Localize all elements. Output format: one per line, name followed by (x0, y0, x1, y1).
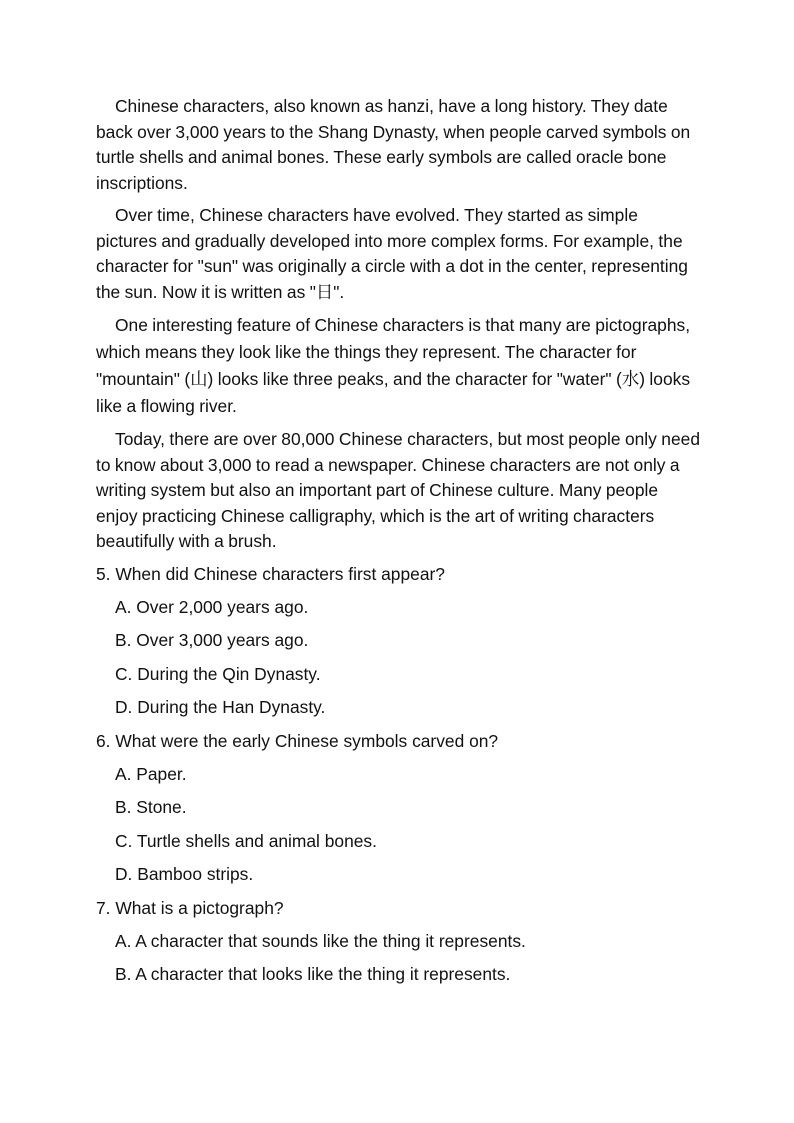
document-page (96, 94, 702, 996)
option-b: B. Stone. (115, 797, 187, 817)
option-c: C. During the Qin Dynasty. (115, 663, 321, 684)
option-b: B. A character that looks like the thing it represents. (115, 964, 511, 984)
option-a: A. Over 2,000 years ago. (115, 596, 309, 617)
option-c: C. Turtle shells and animal bones. (115, 830, 377, 851)
answer-options (96, 762, 702, 888)
option-d: D. Bamboo strips. (115, 864, 254, 884)
question-stem: 6. What were the early Chinese symbols carved on? (96, 730, 499, 751)
question-stem: 7. What is a pictograph? (96, 897, 284, 918)
question-5 (96, 562, 702, 721)
passage-paragraph-1: Chinese characters, also known as hanzi, have a long history. They date back over 3,000 years to the Shang Dynasty, when people carved symbols on turtle shells and animal bones. These early symbols are called oracle bone inscriptions. (96, 96, 691, 193)
question-7 (96, 896, 702, 988)
passage-paragraph-3: One interesting feature of Chinese characters is that many are pictographs, which means they look like the things they represent. The character for "mountain" (山) looks like three peaks, and the character for "water" (水) looks like a flowing river. (96, 315, 691, 416)
question-stem: 5. When did Chinese characters first appear? (96, 563, 445, 584)
passage-paragraph-4: Today, there are over 80,000 Chinese characters, but most people only need to know about 3,000 to read a newspaper. Chinese characters are not only a writing system but also an important part of Chinese culture. Many people enjoy practicing Chinese calligraphy, which is the art of writing characters beautifully with a brush. (96, 429, 700, 551)
question-6 (96, 729, 702, 888)
passage-paragraph-2: Over time, Chinese characters have evolved. They started as simple pictures and gradually developed into more complex forms. For example, the character for "sun" was originally a circle with a dot in the center, representing the sun. Now it is written as "日". (96, 205, 688, 302)
option-a: A. Paper. (115, 763, 187, 784)
reading-passage (96, 94, 702, 555)
option-a: A. A character that sounds like the thing it represents. (115, 930, 526, 951)
option-d: D. During the Han Dynasty. (115, 697, 326, 717)
answer-options (96, 595, 702, 721)
answer-options (96, 929, 702, 988)
option-b: B. Over 3,000 years ago. (115, 630, 309, 650)
